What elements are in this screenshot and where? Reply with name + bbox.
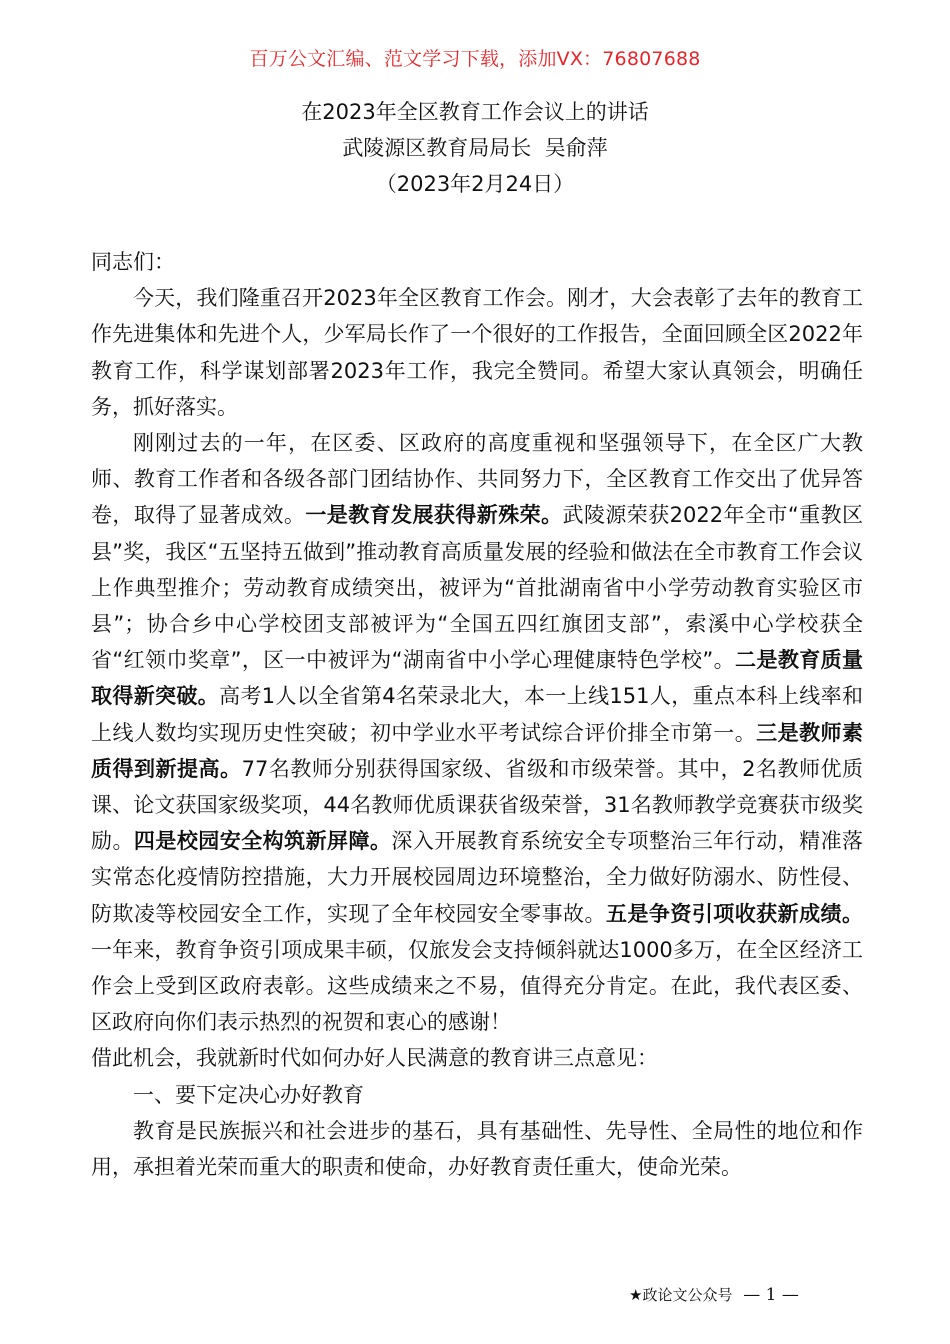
- document-date: （2023年2月24日）: [375, 172, 575, 196]
- achievements-intro: 刚刚过去的一年，在区委、区政府的高度重视和坚强领导下，在全区广大教师、教育工作者和各级各部门团结协作、共同努力下，全区教育工作交出了优异答卷，取得了显著成效。: [91, 431, 863, 528]
- achievement-2-text: 高考1人以全省第4名荣录北大，本一上线151人，重点本科上线率和上线人数均实现历史性突破；初中学业水平考试综合评价排全市第一。: [91, 684, 863, 745]
- section-heading-1: 一、要下定决心办好教育: [133, 1082, 364, 1107]
- salutation: 同志们：: [91, 250, 175, 274]
- paragraph-achievements: [91, 425, 863, 1040]
- document-body: [91, 244, 863, 1185]
- highlight-5: 五是争资引项收获新成绩。: [605, 901, 864, 926]
- highlight-1: 一是教育发展获得新殊荣。: [305, 503, 563, 528]
- footer-source: ★政论文公众号: [629, 1286, 733, 1304]
- paragraph-intro: 今天，我们隆重召开2023年全区教育工作会。刚才，大会表彰了去年的教育工作先进集体和先进个人，少军局长作了一个很好的工作报告，全面回顾全区2022年教育工作，科学谋划部署2023年工作，我完全赞同。希望大家认真领会，明确任务，抓好落实。: [91, 286, 863, 419]
- achievement-1-text: 武陵源荣获2022年全市“重教区县”奖，我区“五坚持五做到”推动教育高质量发展的经验和做法在全市教育工作会议上作典型推介；劳动教育成绩突出，被评为“首批湖南省中小学劳动教育实验区市县”；协合乡中心学校团支部被评为“全国五四红旗团支部”，索溪中心学校获全省“红领巾奖章”，区一中被评为“湖南省中小学心理健康特色学校”。: [91, 503, 864, 673]
- page-footer: [629, 1284, 799, 1306]
- page-number: — 1 —: [743, 1285, 799, 1305]
- paragraph-transition: 借此机会，我就新时代如何办好人民满意的教育讲三点意见：: [91, 1046, 658, 1071]
- highlight-4: 四是校园安全构筑新屏障。: [133, 829, 392, 854]
- watermark-banner: 百万公文汇编、范文学习下载，添加VX：76807688: [249, 48, 701, 70]
- paragraph-section-1: 教育是民族振兴和社会进步的基石，具有基础性、先导性、全局性的地位和作用，承担着光荣而重大的职责和使命，办好教育责任重大，使命光荣。: [91, 1118, 863, 1180]
- achievement-3-text: 77名教师分别获得国家级、省级和市级荣誉。其中，2名教师优质课、论文获国家级奖项，44名教师优质课获省级荣誉，31名教师教学竞赛获市级奖励。: [91, 756, 863, 854]
- highlight-3: 三是教师素质得到新提高。: [91, 720, 864, 781]
- document-author: 武陵源区教育局局长 吴俞萍: [342, 136, 608, 160]
- achievement-5-text: 一年来，教育争资引项成果丰硕，仅旅发会支持倾斜就达1000多万，在全区经济工作会上受到区政府表彰。这些成绩来之不易，值得充分肯定。在此，我代表区委、区政府向你们表示热烈的祝贺和衷心的感谢！: [91, 937, 863, 1035]
- document-header: [0, 94, 950, 202]
- document-title: 在2023年全区教育工作会议上的讲话: [301, 100, 649, 124]
- highlight-2: 二是教育质量取得新突破。: [91, 648, 864, 709]
- achievement-4-text: 深入开展教育系统安全专项整治三年行动，精准落实常态化疫情防控措施，大力开展校园周边环境整治，全力做好防溺水、防性侵、防欺凌等校园安全工作，实现了全年校园安全零事故。: [91, 829, 864, 926]
